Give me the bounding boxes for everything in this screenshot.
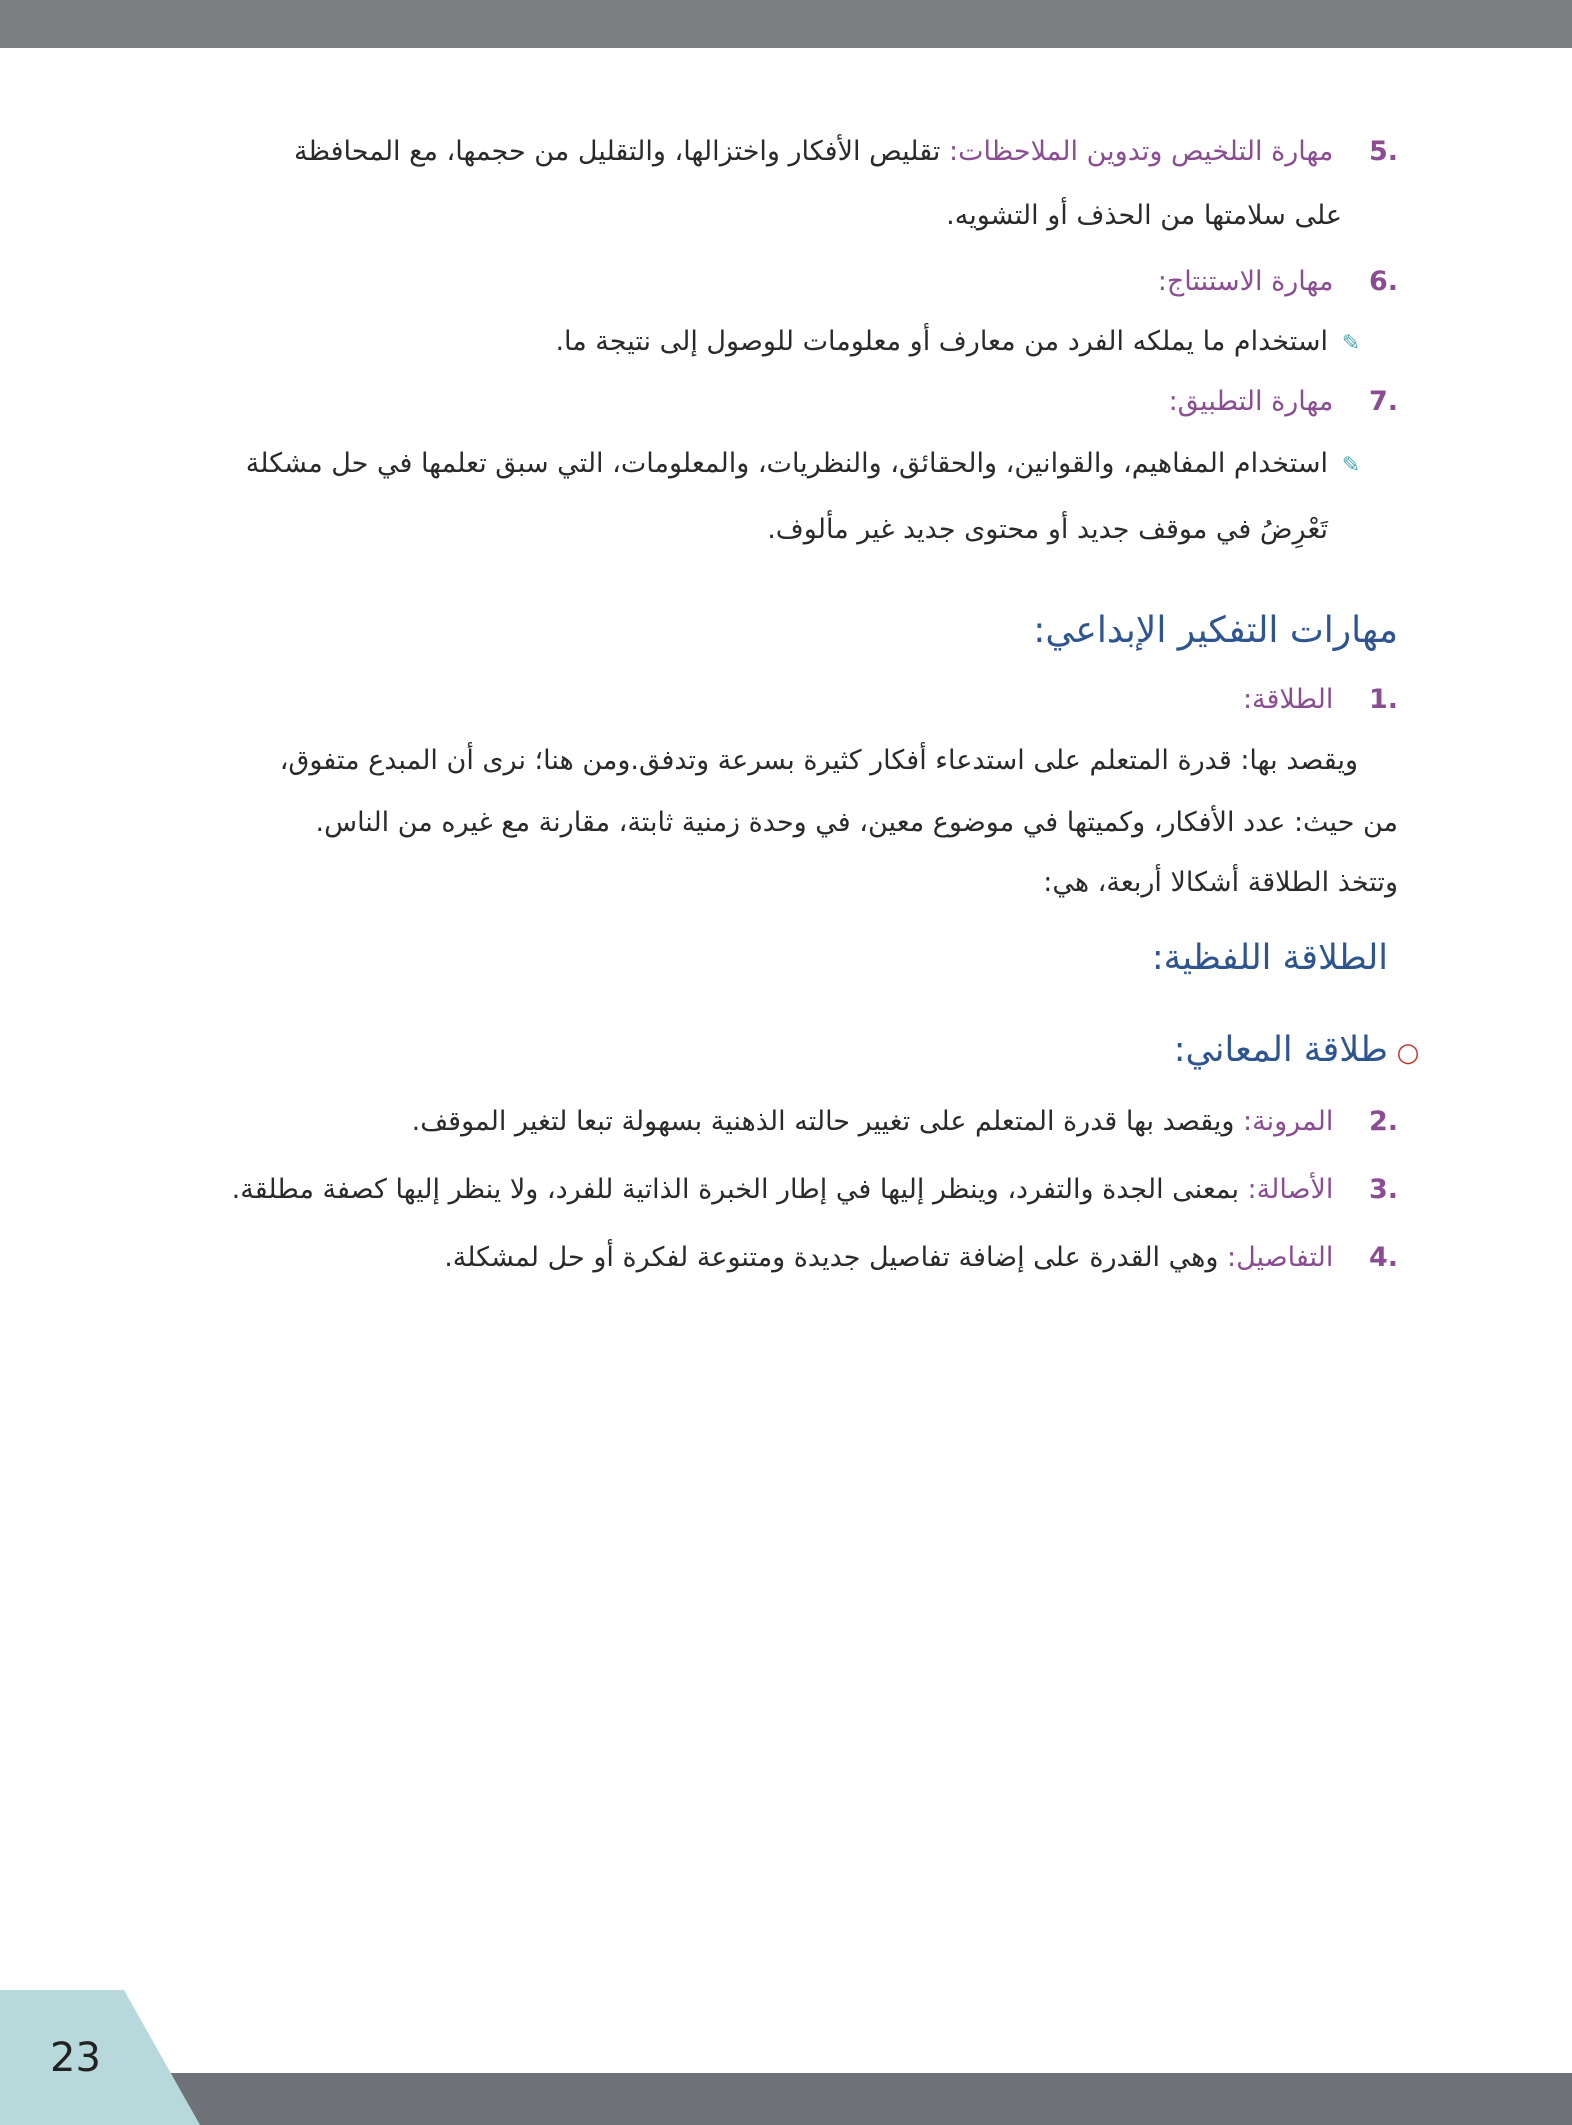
- pencil-icon: ✎: [1341, 331, 1361, 356]
- pencil-icon: ✎: [1341, 453, 1361, 478]
- verbal-fluency-heading: الطلاقة اللفظية:: [1151, 938, 1388, 978]
- item-text: تقليص الأفكار واختزالها، والتقليل من حجمها، مع المحافظة: [294, 136, 949, 167]
- item-number: .1: [1368, 684, 1398, 715]
- bullet-text: استخدام المفاهيم، والقوانين، والحقائق، والنظريات، والمعلومات، التي سبق تعلمها في حل مشكلة: [245, 448, 1328, 479]
- item-label: التفاصيل:: [1227, 1242, 1334, 1273]
- page-number: 23: [50, 2035, 101, 2081]
- bullet-text: استخدام ما يملكه الفرد من معارف أو معلومات للوصول إلى نتيجة ما.: [555, 326, 1328, 357]
- bullet-text-continued: تَعْرِضُ في موقف جديد أو محتوى جديد غير مألوف.: [767, 514, 1328, 545]
- list-item-elaboration: [118, 1226, 1398, 1290]
- list-item-inference: [118, 250, 1398, 314]
- top-bar: [0, 0, 1572, 48]
- fluency-paragraph-line1: ويقصد بها: قدرة المتعلم على استدعاء أفكار كثيرة بسرعة وتدفق.ومن هنا؛ نرى أن المبدع متفوق،: [279, 745, 1358, 776]
- item-text: بمعنى الجدة والتفرد، وينظر إليها في إطار الخبرة الذاتية للفرد، ولا ينظر إليها كصفة مطلقة.: [231, 1174, 1248, 1205]
- meanings-fluency-heading: [1174, 1030, 1428, 1070]
- list-item-fluency: [118, 668, 1398, 732]
- list-item-application: [118, 370, 1398, 434]
- item-label: الطلاقة:: [1242, 684, 1334, 715]
- item-label: مهارة التطبيق:: [1168, 386, 1334, 417]
- bullet-inference: [118, 310, 1374, 376]
- item-number: .3: [1368, 1174, 1398, 1205]
- list-item-summarizing: [118, 120, 1398, 248]
- fluency-paragraph-line3: وتتخذ الطلاقة أشكالا أربعة، هي:: [1043, 867, 1398, 898]
- item-label: الأصالة:: [1247, 1174, 1334, 1205]
- item-text: وهي القدرة على إضافة تفاصيل جديدة ومتنوعة لفكرة أو حل لمشكلة.: [444, 1242, 1228, 1273]
- bottom-bar: [0, 2073, 1572, 2125]
- item-label: مهارة التلخيص وتدوين الملاحظات:: [949, 136, 1334, 167]
- item-number: .5: [1368, 136, 1398, 167]
- list-item-originality: [118, 1158, 1398, 1222]
- item-number: .2: [1368, 1106, 1398, 1137]
- circle-bullet-icon: ○: [1396, 1038, 1420, 1068]
- list-item-flexibility: [118, 1090, 1398, 1154]
- item-label: المرونة:: [1243, 1106, 1334, 1137]
- item-number: .6: [1368, 266, 1398, 297]
- item-number: .7: [1368, 386, 1398, 417]
- bullet-application: [118, 432, 1374, 562]
- fluency-paragraph-line2: من حيث: عدد الأفكار، وكميتها في موضوع معين، في وحدة زمنية ثابتة، مقارنة مع غيره من الناس.: [315, 807, 1398, 838]
- item-text: ويقصد بها قدرة المتعلم على تغيير حالته الذهنية بسهولة تبعا لتغير الموقف.: [411, 1106, 1244, 1137]
- section-heading: مهارات التفكير الإبداعي:: [1033, 610, 1398, 651]
- item-number: .4: [1368, 1242, 1398, 1273]
- meanings-fluency-label: طلاقة المعاني:: [1173, 1030, 1388, 1070]
- item-text-continued: على سلامتها من الحذف أو التشويه.: [946, 200, 1342, 231]
- item-label: مهارة الاستنتاج:: [1157, 266, 1334, 297]
